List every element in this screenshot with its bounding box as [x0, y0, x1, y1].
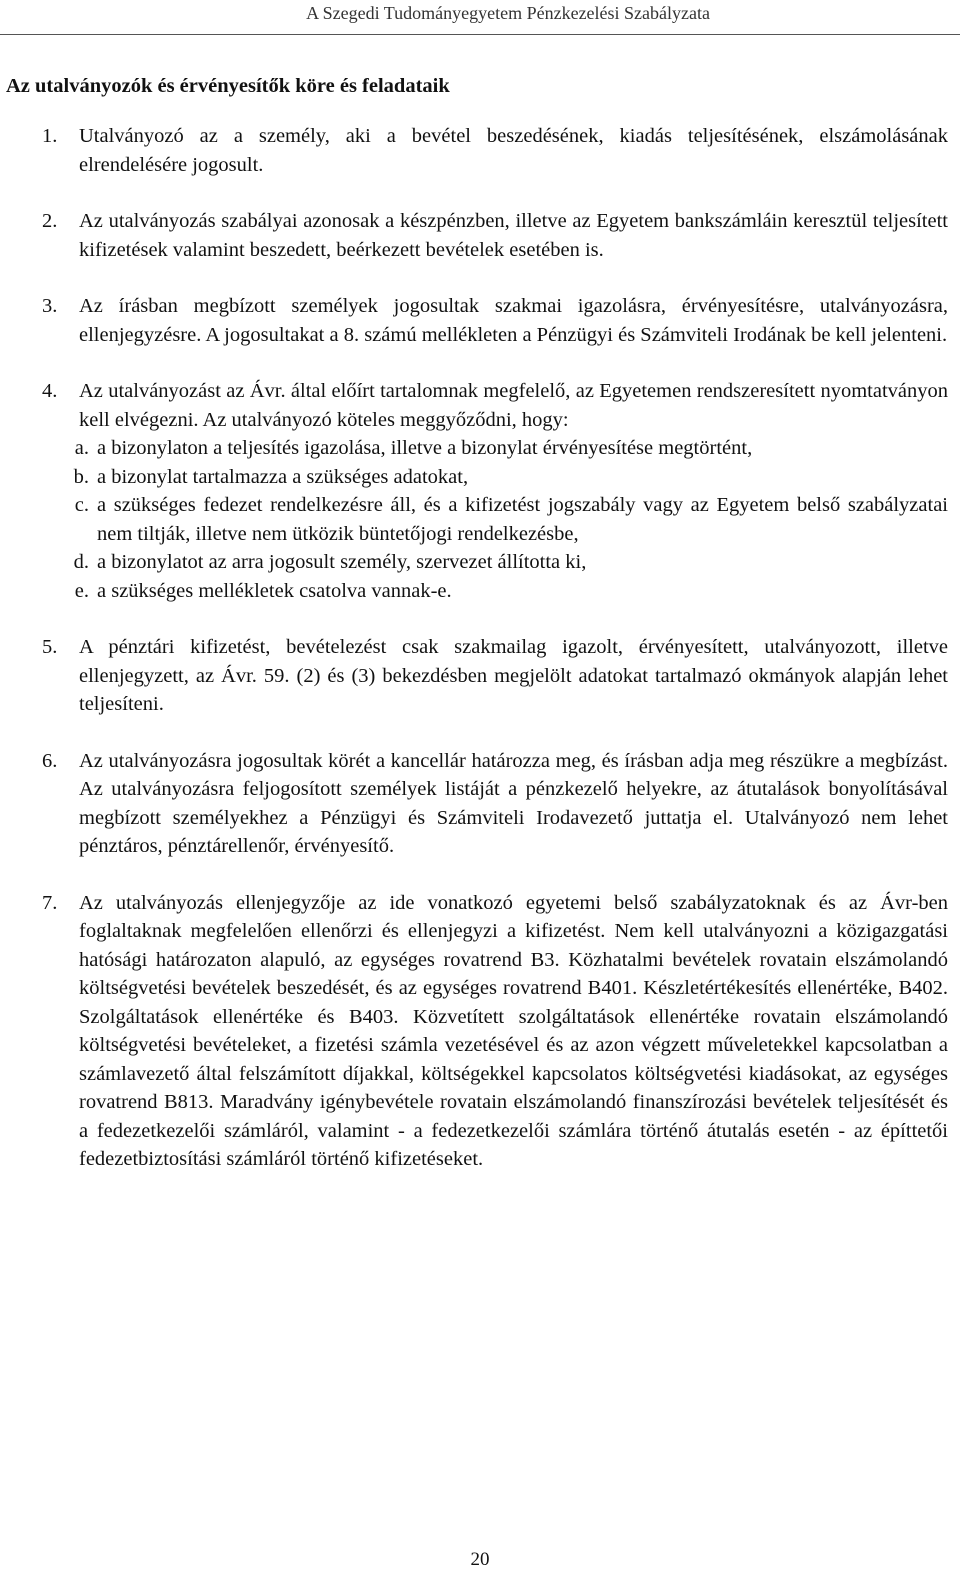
sublist-text: a bizonylat tartalmazza a szükséges adatokat, [97, 465, 469, 488]
item-text: Az utalványozást az Ávr. által előírt tartalomnak megfelelő, az Egyetemen rendszeresített nyomtatványon kell elvégezni. Az utalványozó köteles meggyőződni, hogy: [79, 380, 948, 431]
page-number: 20 [470, 1549, 490, 1570]
sublist-letter: e. [74, 579, 89, 602]
sublist-item [73, 463, 948, 492]
sublist-text: a bizonylatot az arra jogosult személy, szervezet állította ki, [97, 551, 587, 573]
item-text: Az írásban megbízott személyek jogosultak szakmai igazolásra, érvényesítésre, utalványozásra, ellenjegyzésre. A jogosultakat a 8. számú mellékleten a Pénzügyi és Számviteli Irodának be kell jelenteni. [79, 295, 948, 346]
header-divider [0, 34, 960, 35]
item-text: A pénztári kifizetést, bevételezést csak szakmailag igazolt, érvényesített, utalványozott, illetve ellenjegyzett, az Ávr. 59. (2) és (3) bekezdésben megjelölt adatokat tartalmazó okmányok alapján lehet teljesíteni. [79, 636, 948, 715]
sublist-item [73, 548, 948, 577]
item-number: 3. [42, 295, 58, 317]
running-header: A Szegedi Tudományegyetem Pénzkezelési Szabályzata [306, 3, 710, 23]
sublist-letter: b. [73, 465, 89, 488]
list-item [42, 207, 948, 264]
item-number: 4. [42, 380, 58, 402]
sublist-letter: d. [73, 551, 89, 573]
list-item [42, 633, 948, 719]
item-text: Az utalványozásra jogosultak körét a kancellár határozza meg, és írásban adja meg részükre a megbízást. Az utalványozásra feljogosított személyek listáját a pénzkezelő helyekre, az átutalások bonyolításával megbízott személyekhez a Pénzügyi és Számviteli Irodavezető juttatja el. Utalványozó nem lehet pénztáros, pénztárellenőr, érvényesítő. [79, 749, 948, 857]
list-item [42, 377, 948, 605]
sublist-letter: a. [74, 437, 89, 459]
item-number: 2. [42, 210, 58, 232]
document-body [42, 122, 948, 1174]
item-number: 6. [42, 749, 58, 772]
sublist [73, 434, 948, 605]
list-item [42, 889, 948, 1174]
sublist-item [74, 434, 948, 463]
item-text: Az utalványozás szabályai azonosak a készpénzben, illetve az Egyetem bankszámláin keresztül teljesített kifizetések valamint beszedett, beérkezett bevételek esetében is. [79, 210, 948, 261]
item-number: 1. [42, 125, 58, 147]
section-title: Az utalványozók és érvényesítők köre és feladataik [6, 75, 450, 97]
sublist-item [74, 491, 948, 548]
sublist-letter: c. [74, 494, 89, 516]
list-item [42, 292, 948, 349]
item-text: Az utalványozás ellenjegyzője az ide vonatkozó egyetemi belső szabályzatoknak és az Ávr-ben foglaltaknak megfelelően ellenőrzi és ellenjegyzi a kifizetést. Nem kell utalványozni a közigazgatási hatósági határozaton alapuló, az egységes rovatrend B3. Közhatalmi bevételek rovatain elszámolandó költségvetési bevételek beszedését, és az egységes rovatrend B401. Készletértékesítés ellenértéke, B402. Szolgáltatások ellenértéke és B403. Közvetített szolgáltatások ellenértéke rovatain elszámolandó költségvetési bevételeket, a fizetési számla vezetésével és az azon végzett műveletekkel kapcsolatban a számlavezető által felszámított díjakkal, költségekkel kapcsolatos költségvetési kiadásokat, az egységes rovatrend B813. Maradvány igénybevétele rovatain elszámolandó finanszírozási bevételek teljesítését és a fedezetkezelői számláról, valamint - a fedezetkezelői számlára történő átutalás esetén - az építtetői fedezetbiztosítási számláról történő kifizetéseket. [79, 891, 948, 1170]
list-item [42, 747, 948, 861]
list-item [42, 122, 948, 179]
item-text: Utalványozó az a személy, aki a bevétel beszedésének, kiadás teljesítésének, elszámolásának elrendelésére jogosult. [79, 125, 948, 176]
item-number: 5. [42, 636, 58, 658]
sublist-item [74, 577, 948, 606]
sublist-text: a bizonylaton a teljesítés igazolása, illetve a bizonylat érvényesítése megtörtént, [97, 437, 753, 459]
sublist-text: a szükséges mellékletek csatolva vannak-e. [97, 579, 452, 602]
sublist-text: a szükséges fedezet rendelkezésre áll, és a kifizetést jogszabály vagy az Egyetem belső szabályzatai nem tiltják, illetve nem ütközik büntetőjogi rendelkezésbe, [97, 494, 948, 545]
item-number: 7. [42, 891, 58, 914]
